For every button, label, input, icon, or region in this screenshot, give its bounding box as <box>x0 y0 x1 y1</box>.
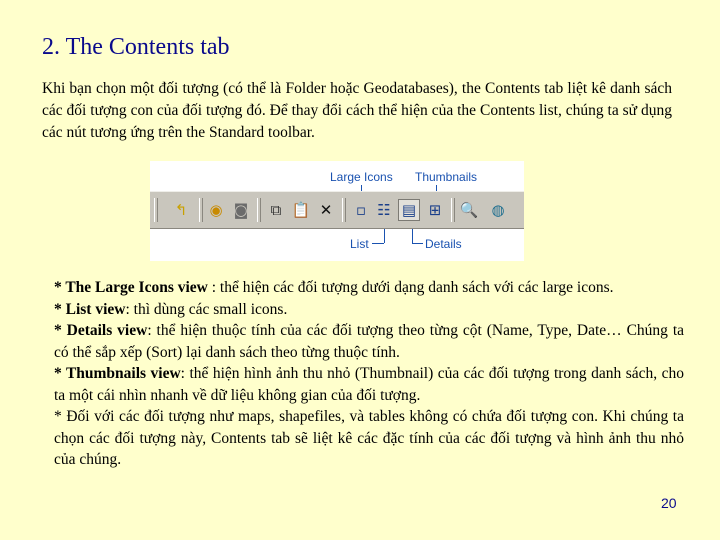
toolbar-separator <box>257 198 261 222</box>
view-label: * Details view <box>54 322 148 339</box>
connect-folder-icon[interactable]: ◉ <box>209 201 223 219</box>
up-one-level-icon[interactable]: ↰ <box>174 201 188 219</box>
details-view-icon[interactable]: ▤ <box>398 199 420 221</box>
standard-toolbar-figure <box>150 161 524 261</box>
standard-toolbar <box>150 191 524 229</box>
large-icons-callout: Large Icons <box>330 170 393 184</box>
thumbnails-view-icon[interactable]: ⊞ <box>428 201 442 219</box>
slide-title: 2. The Contents tab <box>42 34 230 60</box>
list-leader-horizontal <box>372 243 384 244</box>
note-paragraph: * Đối với các đối tượng như maps, shapefiles, và tables không có chứa đối tượng con. Khi chúng ta chọn các đối tượng này, Contents tab sẽ liệt kê các đặc tính của các đối tượng và hình ảnh thu nhỏ của chúng. <box>54 408 684 468</box>
view-text: : thể hiện hình ảnh thu nhỏ (Thumbnail) của các đối tượng trong danh sách, cho ta một cái nhìn nhanh về dữ liệu không gian của đối tượng. <box>54 365 684 404</box>
views-description <box>54 277 684 471</box>
view-text: : thể hiện thuộc tính của các đối tượng theo từng cột (Name, Type, Date… Chúng ta có thể sắp xếp (Sort) lại danh sách theo từng thuộc tính. <box>54 322 685 361</box>
view-label: * Thumbnails view <box>54 365 181 382</box>
metadata-icon[interactable]: 🔍 <box>459 201 479 219</box>
copy-icon[interactable]: ⧉ <box>270 201 282 219</box>
toolbar-separator <box>342 198 346 222</box>
disconnect-folder-icon[interactable]: ◙ <box>233 201 249 219</box>
view-text: : thể hiện các đối tượng dưới dạng danh sách với các large icons. <box>207 279 614 296</box>
intro-paragraph: Khi bạn chọn một đối tượng (có thể là Folder hoặc Geodatabases), the Contents tab liệt kê danh sách các đối tượng con của đối tượng đó. Để thay đổi cách thể hiện của the Contents list, chúng ta sử dụng các nút tương ứng trên the Standard toolbar. <box>42 80 672 141</box>
list-callout: List <box>350 237 369 251</box>
large-icons-view-icon[interactable]: ▫ <box>355 201 367 219</box>
view-item-details <box>54 320 684 363</box>
toolbar-separator <box>199 198 203 222</box>
view-label: * The Large Icons view <box>54 279 208 296</box>
arcmap-globe-icon[interactable]: ◍ <box>491 201 505 219</box>
view-item-large-icons <box>54 277 684 299</box>
details-leader-horizontal <box>412 243 423 244</box>
toolbar-grip[interactable] <box>154 198 158 222</box>
list-view-icon[interactable]: ☷ <box>377 201 391 219</box>
delete-icon[interactable]: ✕ <box>319 201 333 219</box>
thumbnails-callout: Thumbnails <box>415 170 478 184</box>
details-callout: Details <box>425 237 462 251</box>
toolbar-separator <box>451 198 455 222</box>
view-item-thumbnails <box>54 363 684 406</box>
view-text: : thì dùng các small icons. <box>125 300 288 318</box>
paste-icon[interactable]: 📋 <box>291 201 311 219</box>
view-label: * List view <box>54 300 126 318</box>
page-number: 20 <box>661 495 677 511</box>
view-item-list <box>54 299 684 321</box>
